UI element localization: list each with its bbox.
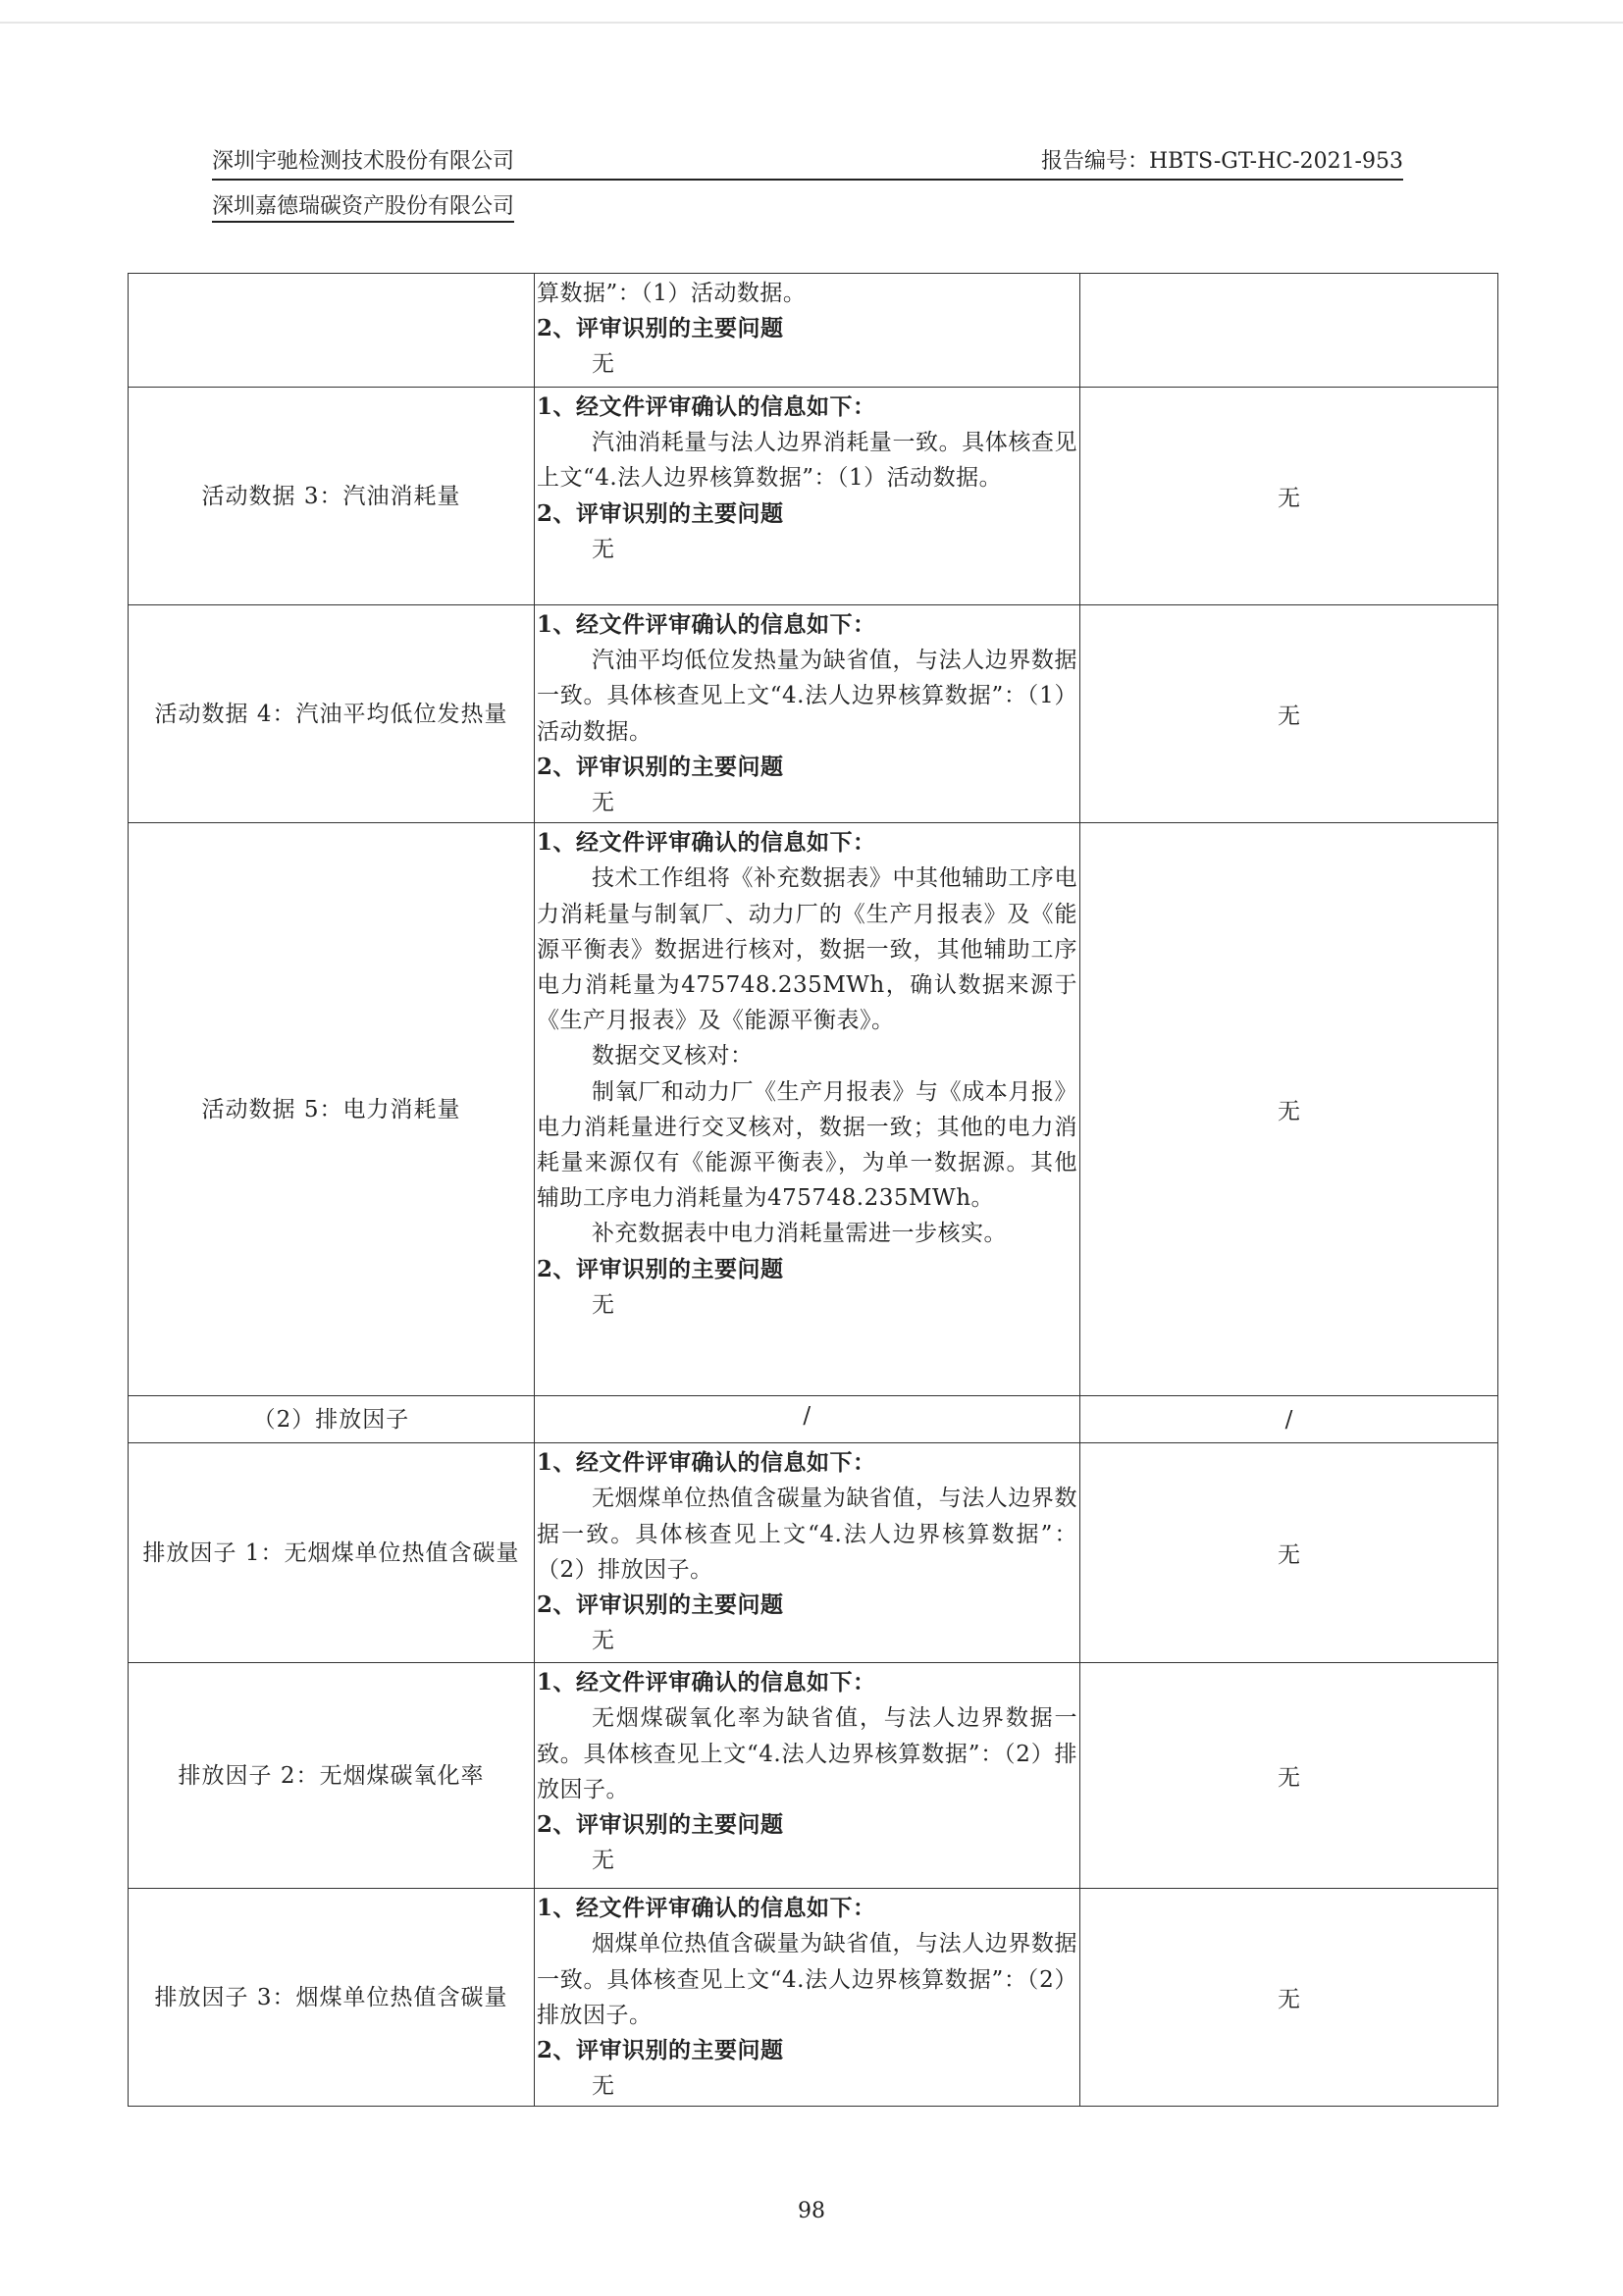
page-header — [212, 147, 1403, 181]
table-row — [129, 1663, 1498, 1889]
review-table — [128, 273, 1498, 2107]
issues-heading: 2、评审识别的主要问题 — [537, 1255, 784, 1282]
review-result-cell: / — [1080, 1396, 1498, 1443]
review-paragraph: 技术工作组将《补充数据表》中其他辅助工序电力消耗量与制氧厂、动力厂的《生产月报表》及《能源平衡表》数据进行核对，数据一致，其他辅助工序电力消耗量为475748.235MWh，确认数据来源于《生产月报表》及《能源平衡表》。 — [537, 865, 1077, 1034]
review-content-cell — [535, 274, 1080, 388]
issues-heading: 2、评审识别的主要问题 — [537, 1811, 784, 1839]
review-content-cell — [535, 605, 1080, 823]
issues-heading: 2、评审识别的主要问题 — [537, 499, 784, 527]
review-content-cell — [535, 1396, 1080, 1443]
review-content-cell — [535, 1443, 1080, 1663]
confirmed-info-heading: 1、经文件评审确认的信息如下： — [537, 1449, 876, 1477]
review-result-cell: 无 — [1080, 1443, 1498, 1663]
review-item-cell: 活动数据 5：电力消耗量 — [129, 823, 535, 1396]
review-paragraph: 汽油消耗量与法人边界消耗量一致。具体核查见上文“4.法人边界核算数据”：（1）活动数据。 — [537, 430, 1077, 492]
issue-none-text: 无 — [592, 2073, 615, 2100]
confirmed-info-heading: 1、经文件评审确认的信息如下： — [537, 1895, 876, 1922]
issue-none-text: 无 — [592, 790, 615, 816]
review-result-cell: 无 — [1080, 823, 1498, 1396]
review-result-cell: 无 — [1080, 1889, 1498, 2107]
review-item-cell — [129, 274, 535, 388]
confirmed-info-heading: 1、经文件评审确认的信息如下： — [537, 1669, 876, 1696]
review-item-cell: 排放因子 1：无烟煤单位热值含碳量 — [129, 1443, 535, 1663]
confirmed-info-heading: 1、经文件评审确认的信息如下： — [537, 829, 876, 857]
review-content-cell — [535, 823, 1080, 1396]
review-item-cell: 排放因子 2：无烟煤碳氧化率 — [129, 1663, 535, 1889]
review-result-cell — [1080, 274, 1498, 388]
review-item-cell: 排放因子 3：烟煤单位热值含碳量 — [129, 1889, 535, 2107]
review-item-cell: 活动数据 3：汽油消耗量 — [129, 388, 535, 605]
review-paragraph: 无烟煤碳氧化率为缺省值，与法人边界数据一致。具体核查见上文“4.法人边界核算数据”：（2）排放因子。 — [537, 1705, 1077, 1802]
issues-heading: 2、评审识别的主要问题 — [537, 315, 784, 342]
review-paragraph: 补充数据表中电力消耗量需进一步核实。 — [592, 1221, 1007, 1247]
review-paragraph-continued: 算数据”：（1）活动数据。 — [537, 281, 807, 306]
table-row — [129, 605, 1498, 823]
review-result-cell: 无 — [1080, 388, 1498, 605]
confirmed-info-heading: 1、经文件评审确认的信息如下： — [537, 393, 876, 420]
table-row — [129, 823, 1498, 1396]
review-paragraph: 烟煤单位热值含碳量为缺省值，与法人边界数据一致。具体核查见上文“4.法人边界核算数据”：（2）排放因子。 — [537, 1931, 1077, 2028]
header-report-number: 报告编号：HBTS-GT-HC-2021-953 — [1040, 149, 1403, 174]
review-paragraph: 制氧厂和动力厂《生产月报表》与《成本月报》电力消耗量进行交叉核对，数据一致；其他的电力消耗量来源仅有《能源平衡表》，为单一数据源。其他辅助工序电力消耗量为475748.235MWh。 — [537, 1078, 1077, 1212]
issue-none-text: 无 — [592, 1291, 615, 1318]
header-company-2: 深圳嘉德瑞碳资产股份有限公司 — [212, 194, 514, 223]
review-result-cell: 无 — [1080, 605, 1498, 823]
table-row — [129, 388, 1498, 605]
table-row — [129, 1889, 1498, 2107]
page-number: 98 — [798, 2199, 825, 2223]
issue-none-text: 无 — [592, 536, 615, 562]
issue-none-text: 无 — [592, 351, 615, 378]
table-row — [129, 274, 1498, 388]
issues-heading: 2、评审识别的主要问题 — [537, 1592, 784, 1619]
header-company-1: 深圳宇驰检测技术股份有限公司 — [212, 149, 515, 174]
issue-none-text: 无 — [592, 1628, 615, 1654]
review-item-cell: （2）排放因子 — [129, 1396, 535, 1443]
confirmed-info-heading: 1、经文件评审确认的信息如下： — [537, 611, 876, 638]
page-header-second-line — [212, 192, 1403, 224]
review-content-cell — [535, 388, 1080, 605]
issue-none-text: 无 — [592, 1848, 615, 1874]
table-row — [129, 1396, 1498, 1443]
review-result-cell: 无 — [1080, 1663, 1498, 1889]
scan-border — [0, 22, 1623, 24]
review-item-cell: 活动数据 4：汽油平均低位发热量 — [129, 605, 535, 823]
table-row — [129, 1443, 1498, 1663]
review-paragraph: 无烟煤单位热值含碳量为缺省值，与法人边界数据一致。具体核查见上文“4.法人边界核算数据”：（2）排放因子。 — [537, 1486, 1077, 1583]
review-paragraph: 汽油平均低位发热量为缺省值，与法人边界数据一致。具体核查见上文“4.法人边界核算数据”：（1）活动数据。 — [537, 648, 1077, 745]
placeholder-slash: / — [803, 1403, 812, 1430]
review-content-cell — [535, 1889, 1080, 2107]
issues-heading: 2、评审识别的主要问题 — [537, 753, 784, 780]
issues-heading: 2、评审识别的主要问题 — [537, 2037, 784, 2064]
review-content-cell — [535, 1663, 1080, 1889]
review-paragraph: 数据交叉核对： — [592, 1043, 754, 1070]
